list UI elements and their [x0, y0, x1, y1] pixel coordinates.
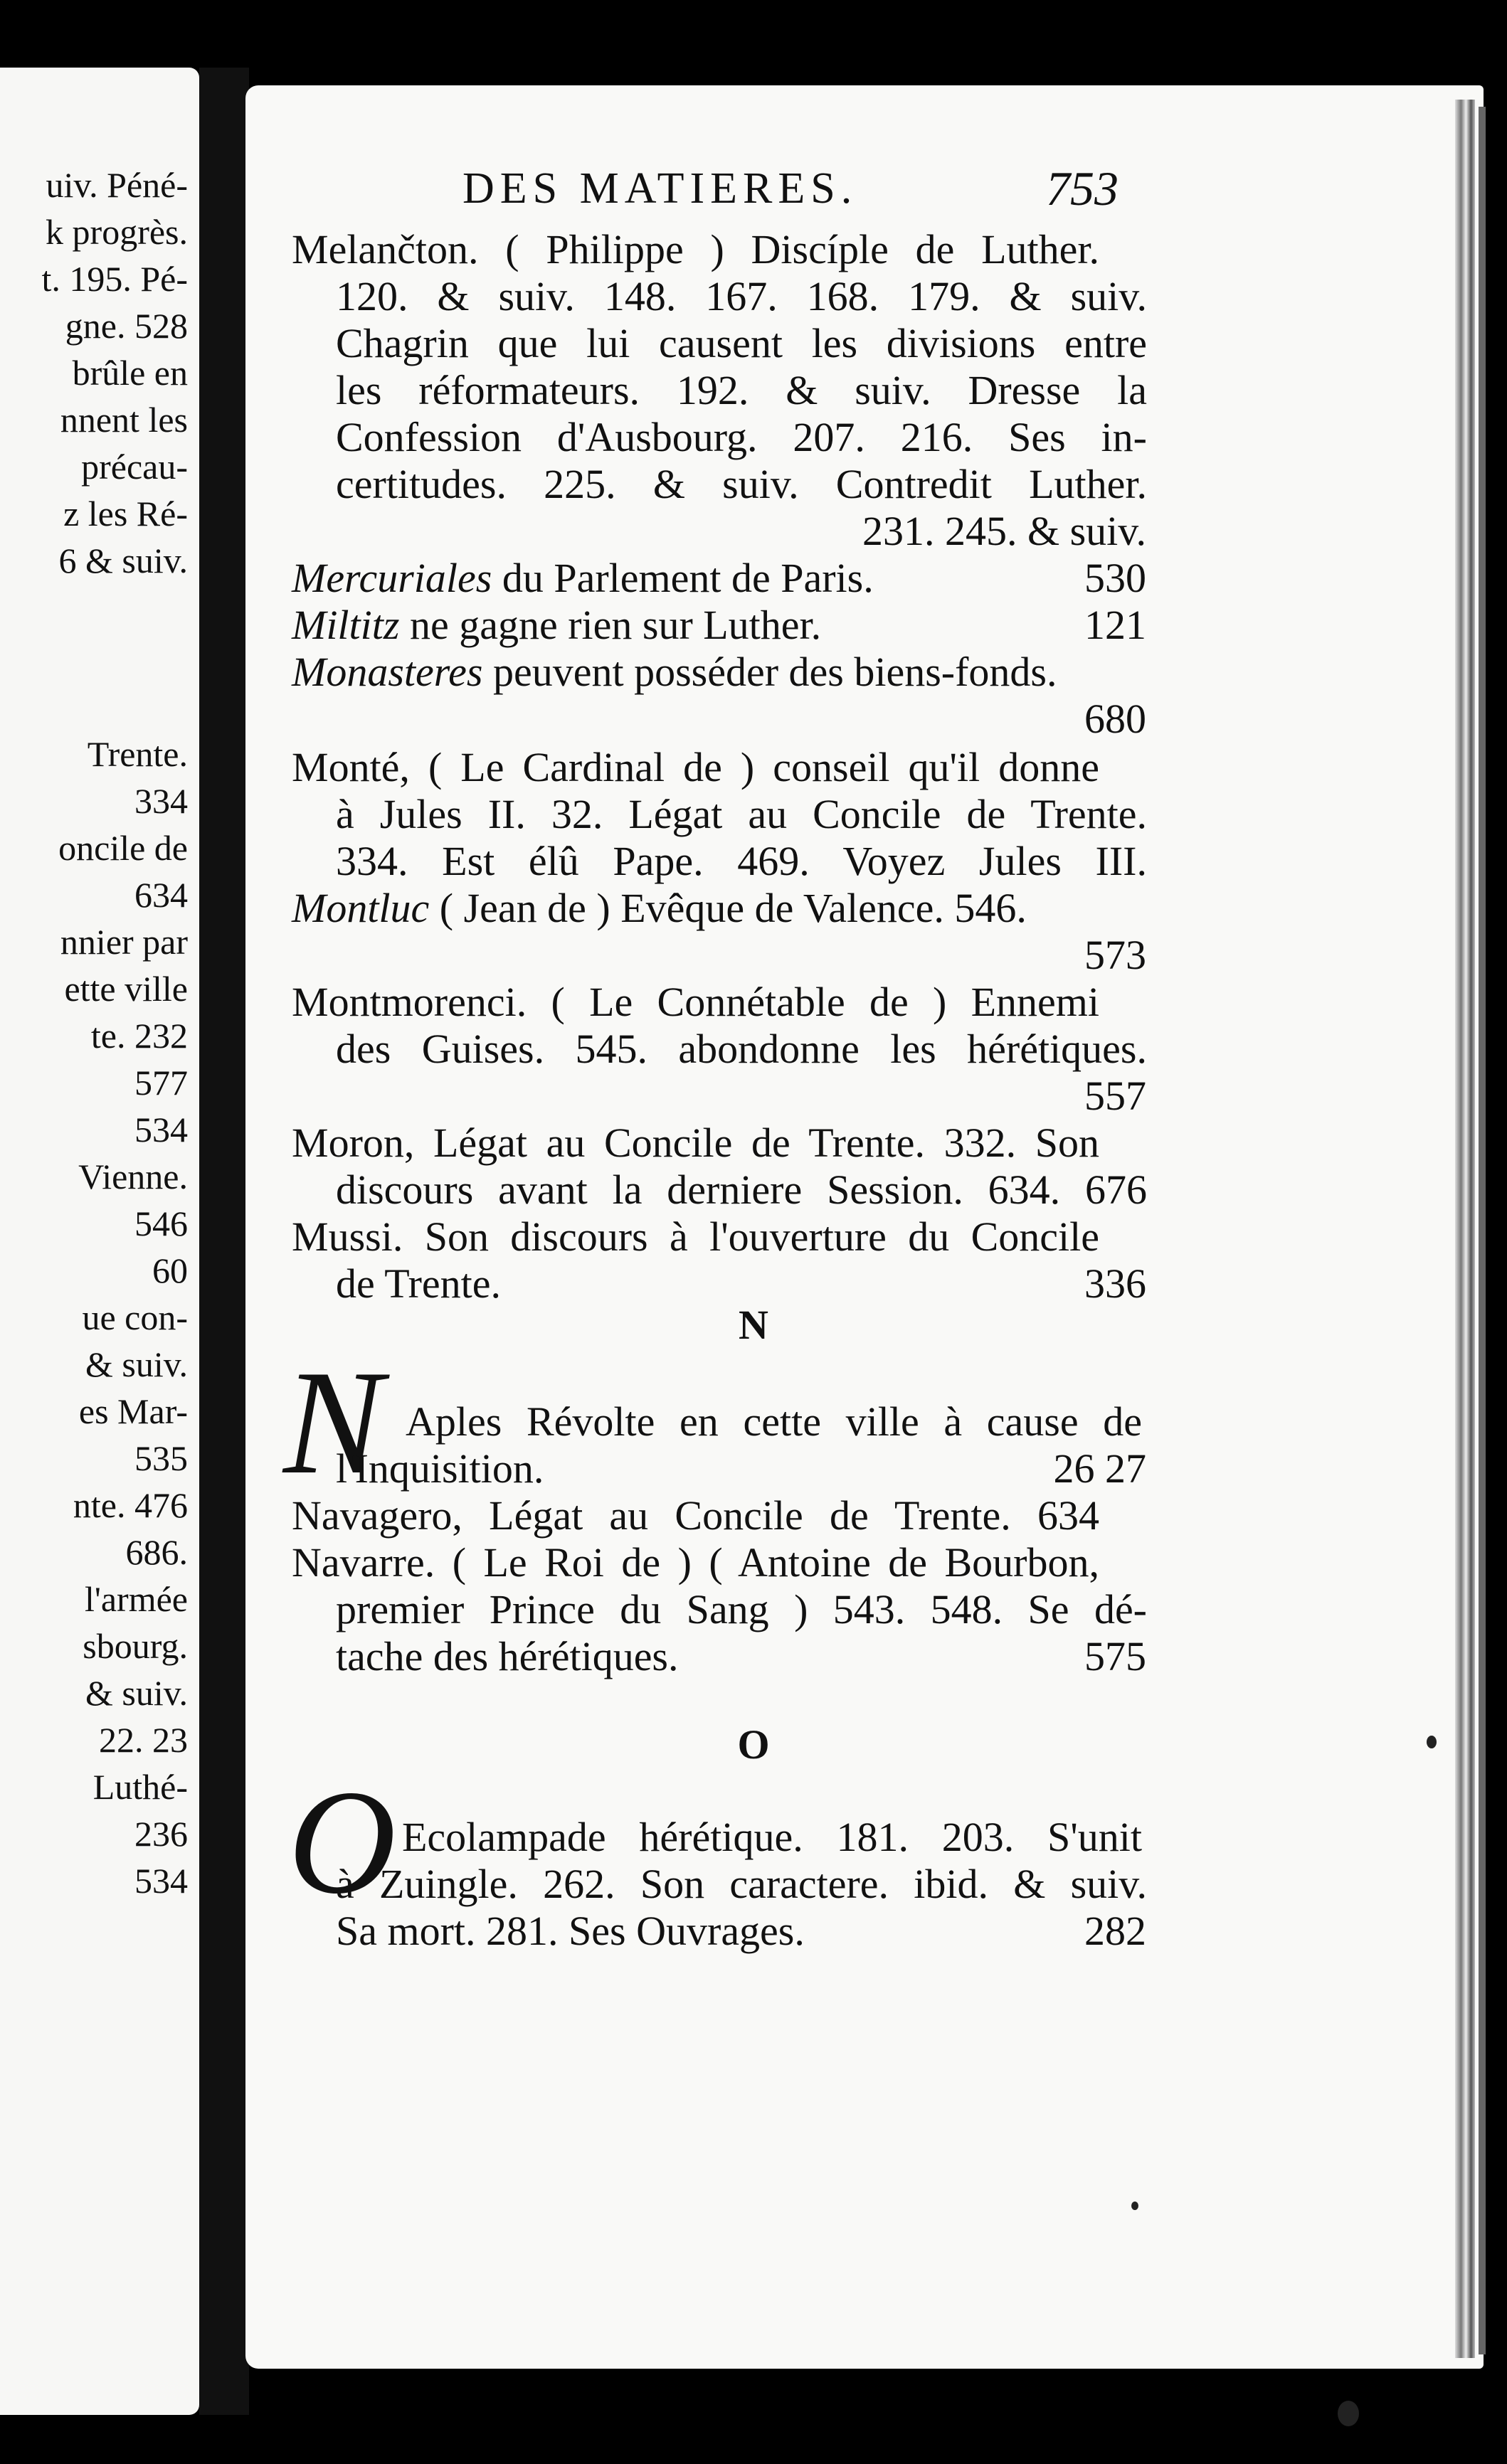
entry-text: ne gagne rien sur Luther. [409, 602, 822, 648]
entry-line: 231. 245. & suiv. [862, 508, 1146, 554]
left-page-line: ette ville [64, 969, 188, 1009]
left-page-line: & suiv. [85, 1344, 188, 1384]
left-page-line: & suiv. [85, 1673, 188, 1713]
left-page-line: te. 232 [90, 1016, 188, 1056]
left-page-line: Vienne. [78, 1157, 188, 1196]
entry-page: 557 [1084, 1073, 1146, 1119]
left-page-line: l'armée [84, 1579, 188, 1619]
left-page-line: 60 [152, 1250, 188, 1290]
left-page-fragment [0, 68, 199, 2415]
section-letter-n: N [739, 1302, 768, 1348]
entry-page: 336 [1084, 1260, 1146, 1307]
entry-text: peuvent posséder des biens-fonds. [492, 649, 1057, 695]
entry-line: Ecolampade hérétique. 181. 203. S'unit [402, 1814, 1142, 1860]
left-page-line: es Mar- [78, 1391, 188, 1431]
left-page-line: 577 [134, 1063, 188, 1103]
entry-line: Moron, Légat au Concile de Trente. 332. Son [292, 1120, 1099, 1166]
left-page-line: uiv. Péné- [46, 165, 188, 205]
entry-page: 680 [1084, 696, 1146, 742]
entry-text: du Parlement de Paris. [502, 555, 874, 601]
ink-spot [1338, 2401, 1359, 2426]
drop-cap-n: N [283, 1340, 384, 1505]
entry-term: Miltitz [292, 602, 400, 648]
entry-line: Confession d'Ausbourg. 207. 216. Ses in- [336, 414, 1147, 460]
entry-line: l'Inquisition. [336, 1445, 544, 1492]
entry-line [292, 885, 1146, 932]
entry-line: les réformateurs. 192. & suiv. Dresse la [336, 367, 1147, 413]
entry-line: à Zuingle. 262. Son caractere. ibid. & suiv. [336, 1861, 1147, 1907]
entry-line: Monté, ( Le Cardinal de ) conseil qu'il donne [292, 744, 1099, 790]
left-page-line: 534 [134, 1861, 188, 1901]
left-page-line: sbourg. [83, 1626, 188, 1666]
entry-line: 120. & suiv. 148. 167. 168. 179. & suiv. [336, 273, 1147, 319]
entry-term: Montluc [292, 885, 430, 931]
entry-line: à Jules II. 32. Légat au Concile de Trente. [336, 791, 1147, 837]
left-page-line: 634 [134, 875, 188, 915]
entry-line: Navarre. ( Le Roi de ) ( Antoine de Bourbon, [292, 1539, 1099, 1586]
entry-text: ( Jean de ) Evêque de Valence. 546. [439, 885, 1027, 931]
entry-line: Aples Révolte en cette ville à cause de [406, 1398, 1142, 1445]
entry-line: Melančton. ( Philippe ) Discíple de Luther. [292, 226, 1099, 272]
entry-line [292, 649, 1146, 696]
entry-page: 121 [1084, 602, 1146, 648]
left-page-line: t. 195. Pé- [41, 259, 188, 299]
running-header [441, 158, 1153, 215]
left-page-line: Luthé- [92, 1767, 188, 1807]
entry-term: Mercuriales [292, 555, 492, 601]
entry-line: discours avant la derniere Session. 634. 676 [336, 1167, 1147, 1213]
left-page-line: nnier par [60, 922, 188, 962]
page-number: 753 [1046, 161, 1119, 216]
left-page-line: 236 [134, 1814, 188, 1854]
entry-page: 530 [1084, 555, 1146, 601]
left-page-line: ue con- [82, 1297, 188, 1337]
left-page-line: nnent les [60, 400, 188, 440]
entry-line: Navagero, Légat au Concile de Trente. 634 [292, 1492, 1099, 1539]
entry-line: Mussi. Son discours à l'ouverture du Concile [292, 1214, 1099, 1260]
left-page-line: brûle en [72, 353, 188, 393]
entry-line: des Guises. 545. abondonne les hérétiques. [336, 1026, 1147, 1072]
entry-line: certitudes. 225. & suiv. Contredit Luther. [336, 461, 1147, 507]
left-page-line: gne. 528 [65, 306, 188, 346]
entry-line: de Trente. [336, 1260, 501, 1307]
book-gutter [199, 68, 249, 2415]
entry-term: Monasteres [292, 649, 483, 695]
entry-page: 573 [1084, 932, 1146, 978]
left-page-line: 22. 23 [99, 1720, 188, 1760]
entry-line: premier Prince du Sang ) 543. 548. Se dé- [336, 1586, 1147, 1632]
left-page-line: 534 [134, 1110, 188, 1149]
entry-page: 26 27 [1053, 1445, 1146, 1492]
left-page-line: k progrès. [46, 212, 188, 252]
entry-page: 575 [1084, 1633, 1146, 1679]
entry-line: tache des hérétiques. [336, 1633, 679, 1679]
entry-line: Sa mort. 281. Ses Ouvrages. [336, 1908, 805, 1954]
page-edges [1455, 100, 1475, 2358]
entry-line: Chagrin que lui causent les divisions entre [336, 320, 1147, 366]
section-letter-o: O [737, 1721, 770, 1768]
entry-line: Montmorenci. ( Le Connétable de ) Ennemi [292, 979, 1099, 1025]
left-page-line: nte. 476 [73, 1485, 188, 1525]
left-page-line: 546 [134, 1204, 188, 1243]
entry-line: 334. Est élû Pape. 469. Voyez Jules III. [336, 838, 1147, 884]
header-title: DES MATIERES. [462, 164, 858, 213]
left-page-line: z les Ré- [63, 494, 188, 533]
left-page-line: oncile de [58, 828, 188, 868]
left-page-line: Trente. [87, 734, 188, 774]
left-page-line: 6 & suiv. [58, 541, 188, 580]
left-page-line: 334 [134, 781, 188, 821]
drop-cap-o: O [288, 1760, 396, 1925]
ink-spot [1131, 2202, 1138, 2210]
left-page-line: 535 [134, 1438, 188, 1478]
page-edges-outer [1479, 107, 1486, 2354]
left-page-line: 686. [125, 1532, 188, 1572]
left-page-line: précau- [81, 447, 188, 487]
entry-page: 282 [1084, 1908, 1146, 1954]
